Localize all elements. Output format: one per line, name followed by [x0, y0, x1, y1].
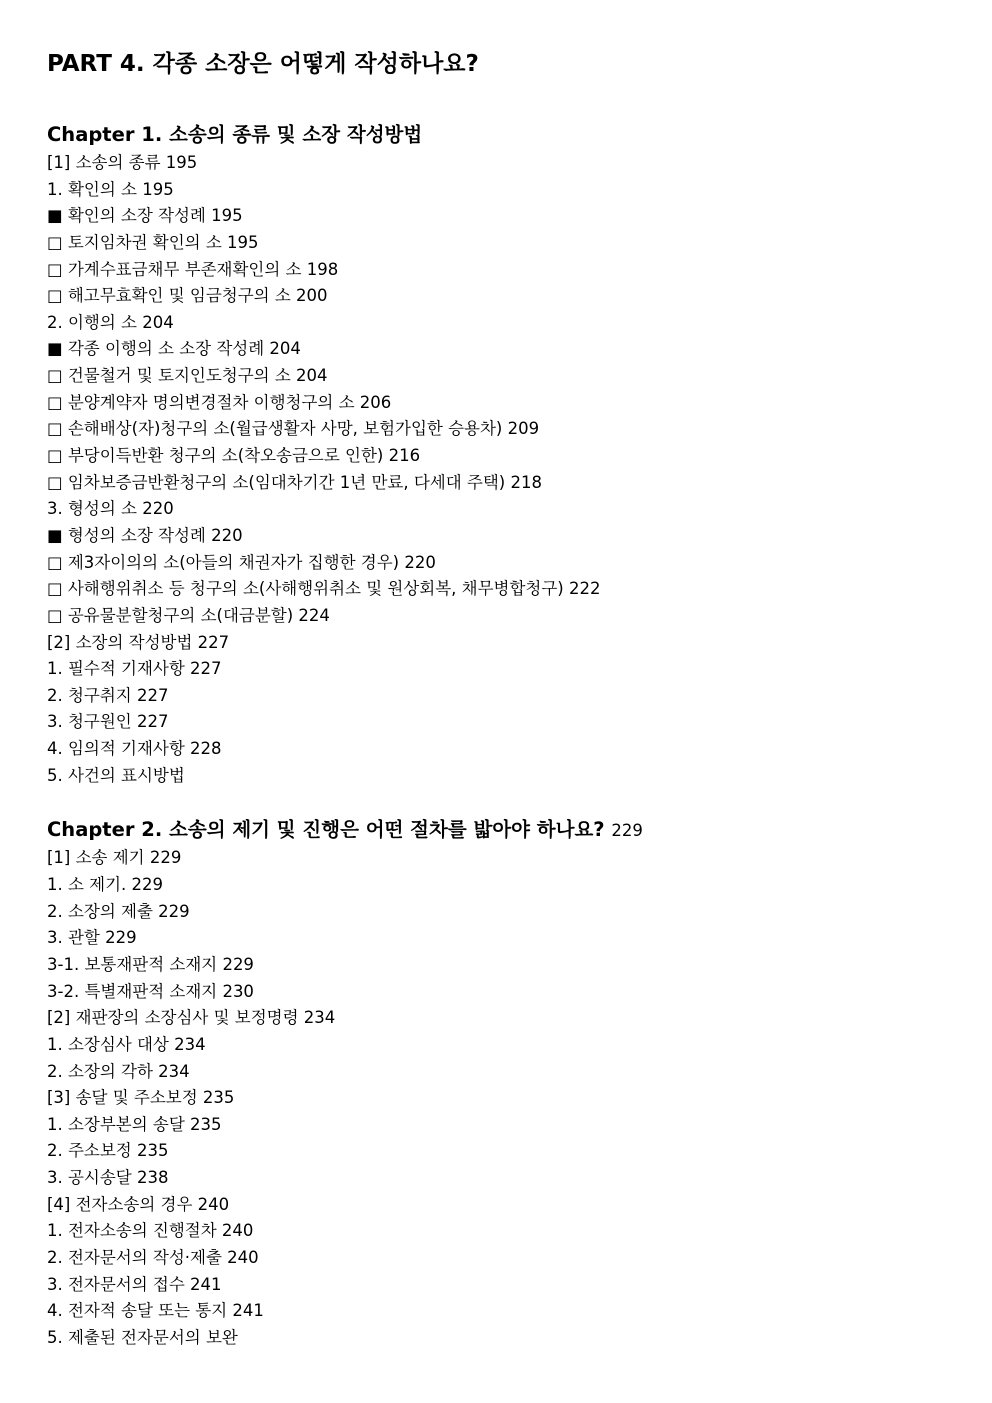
toc-entry: 4. 임의적 기재사항 228 [47, 739, 222, 759]
toc-entry: □ 공유물분할청구의 소(대금분할) 224 [47, 605, 330, 625]
toc-entry: 2. 주소보정 235 [47, 1141, 169, 1161]
toc-entry: □ 가계수표금채무 부존재확인의 소 198 [47, 259, 339, 279]
toc-entry: 1. 필수적 기재사항 227 [47, 659, 222, 679]
toc-entry: □ 임차보증금반환청구의 소(임대차기간 1년 만료, 다세대 주택) 218 [47, 472, 542, 492]
chapter-title-text: Chapter 2. 소송의 제기 및 진행은 어떤 절차를 밟아야 하나요? [47, 818, 605, 842]
toc-entry: □ 부당이득반환 청구의 소(착오송금으로 인한) 216 [47, 446, 421, 466]
toc-entry: □ 제3자이의의 소(아들의 채권자가 집행한 경우) 220 [47, 552, 436, 572]
chapter-title [47, 815, 967, 845]
toc-entry: 3. 전자문서의 접수 241 [47, 1274, 222, 1294]
toc-entry: [3] 송달 및 주소보정 235 [47, 1088, 235, 1108]
toc-entry: 5. 사건의 표시방법 [47, 765, 185, 785]
toc-entry: 1. 소장부본의 송달 235 [47, 1114, 222, 1134]
toc-entry: [1] 소송의 종류 195 [47, 153, 198, 172]
toc-entry: 3. 공시송달 238 [47, 1168, 169, 1188]
chapter-2-entries [47, 845, 967, 1351]
spacer [47, 789, 967, 815]
toc-entry: ■ 각종 이행의 소 소장 작성례 204 [47, 339, 301, 359]
toc-entry: 3-2. 특별재판적 소재지 230 [47, 981, 254, 1001]
toc-entry: 2. 청구취지 227 [47, 685, 169, 705]
toc-entry: ■ 확인의 소장 작성례 195 [47, 206, 243, 226]
part-title: PART 4. 각종 소장은 어떻게 작성하나요? [47, 51, 479, 77]
chapter-page-number: 229 [611, 821, 643, 841]
toc-entry: 2. 전자문서의 작성·제출 240 [47, 1247, 259, 1267]
chapter-title-text: Chapter 1. 소송의 종류 및 소장 작성방법 [47, 123, 423, 146]
spacer [47, 82, 967, 120]
toc-entry: [2] 재판장의 소장심사 및 보정명령 234 [47, 1008, 336, 1028]
toc-entry: 4. 전자적 송달 또는 통지 241 [47, 1301, 264, 1321]
toc-entry: 3-1. 보통재판적 소재지 229 [47, 954, 254, 974]
toc-entry: 5. 제출된 전자문서의 보완 [47, 1327, 238, 1347]
toc-entry: □ 분양계약자 명의변경절차 이행청구의 소 206 [47, 392, 392, 412]
toc-entry: 1. 확인의 소 195 [47, 179, 174, 199]
toc-entry: 2. 이행의 소 204 [47, 312, 174, 332]
toc-entry: 3. 형성의 소 220 [47, 499, 174, 519]
toc-entry: 3. 청구원인 227 [47, 712, 169, 732]
toc-entry: [2] 소장의 작성방법 227 [47, 632, 230, 652]
chapter-title [47, 120, 967, 150]
toc-entry: □ 건물철거 및 토지인도청구의 소 204 [47, 366, 328, 386]
chapter-1 [47, 120, 967, 789]
toc-entry: 1. 소 제기. 229 [47, 875, 164, 895]
toc-page [47, 46, 967, 1352]
toc-entry: □ 해고무효확인 및 임금청구의 소 200 [47, 286, 328, 306]
toc-entry: □ 사해행위취소 등 청구의 소(사해행위취소 및 원상회복, 채무병합청구) 222 [47, 579, 601, 599]
toc-entry: [4] 전자소송의 경우 240 [47, 1194, 230, 1214]
toc-entry: □ 토지임차권 확인의 소 195 [47, 232, 259, 252]
toc-entry: 2. 소장의 각하 234 [47, 1061, 190, 1081]
toc-entry: 1. 소장심사 대상 234 [47, 1034, 206, 1054]
toc-entry: 1. 전자소송의 진행절차 240 [47, 1221, 254, 1241]
chapter-1-entries [47, 150, 967, 789]
toc-entry: [1] 소송 제기 229 [47, 848, 182, 868]
toc-entry: □ 손해배상(자)청구의 소(월급생활자 사망, 보험가입한 승용차) 209 [47, 419, 540, 439]
chapter-2 [47, 815, 967, 1351]
toc-entry: ■ 형성의 소장 작성례 220 [47, 525, 243, 545]
toc-entry: 2. 소장의 제출 229 [47, 901, 190, 921]
toc-entry: 3. 관할 229 [47, 928, 137, 948]
